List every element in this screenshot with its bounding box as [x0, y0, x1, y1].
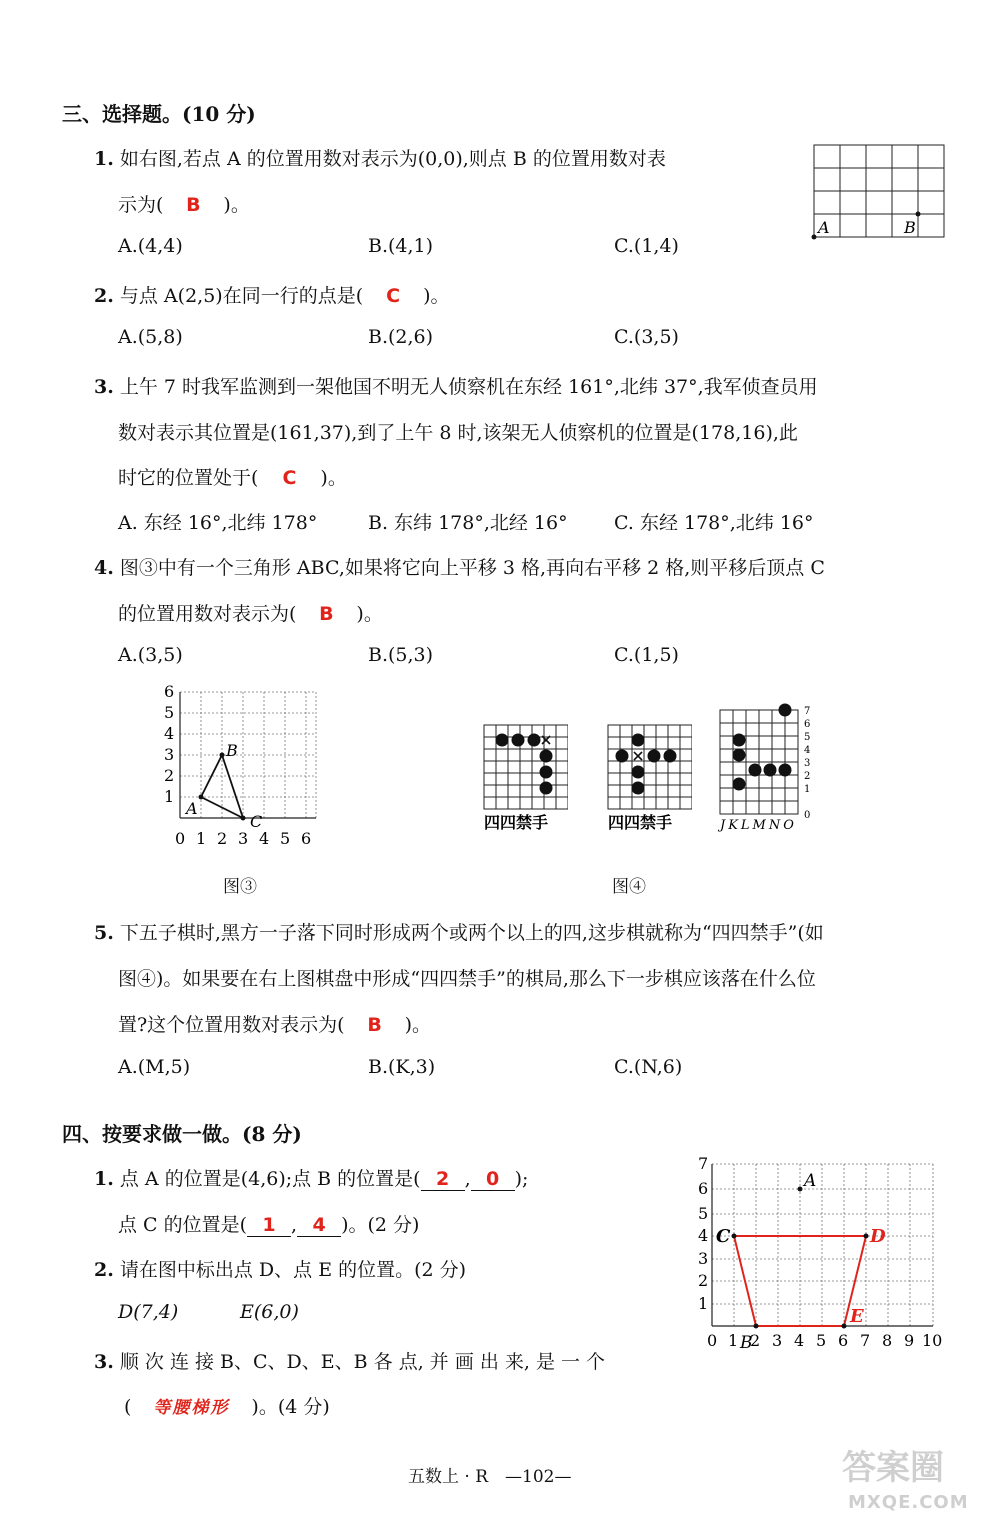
s4-graph-x-tick: 2 — [750, 1331, 761, 1350]
s4-q1-c-x: 1 — [262, 1214, 276, 1236]
q3-option-a: A. 东经 16°,北纬 178° — [118, 512, 318, 534]
fig4-board-3-row-label: 0 — [804, 810, 811, 821]
s4-graph-y-tick: 5 — [698, 1204, 709, 1223]
fig4-board-3-row-label: 3 — [804, 758, 811, 769]
q5-option-c: C.(N,6) — [614, 1056, 683, 1078]
s4-graph-label-b: B — [740, 1333, 753, 1352]
fig3-x-tick: 2 — [217, 829, 228, 848]
watermark-url: MXQE.COM — [848, 1492, 969, 1513]
q3-answer: C — [282, 467, 297, 489]
s4-graph-y-tick: 7 — [698, 1156, 709, 1173]
q4-option-a: A.(3,5) — [118, 644, 183, 666]
q1-line1: 如右图,若点 A 的位置用数对表示为(0,0),则点 B 的位置用数对表 — [119, 148, 666, 170]
q5-option-b: B.(K,3) — [368, 1056, 436, 1078]
fig3-y-tick: 6 — [164, 682, 175, 701]
q3-option-b: B. 东纬 178°,北经 16° — [368, 512, 568, 534]
s4-graph-y-tick: 2 — [698, 1271, 709, 1290]
fig3-label-a: A — [186, 799, 198, 818]
fig3-caption: 图③ — [223, 877, 257, 897]
q5-text-line2: 图④)。如果要在右上图棋盘中形成“四四禁手”的棋局,那么下一步棋应该落在什么位 — [118, 968, 816, 990]
s4-q1-number: 1. — [94, 1168, 114, 1190]
s4-graph-x-tick: 4 — [794, 1331, 805, 1350]
fig3-y-tick: 1 — [164, 787, 175, 806]
fig3-y-tick: 3 — [164, 745, 175, 764]
s4-q3-line1: 3. 顺 次 连 接 B、C、D、E、B 各 点, 并 画 出 来, 是 一 个 — [94, 1351, 606, 1373]
q5-number: 5. — [94, 922, 114, 944]
fig4-board-2-label: 四四禁手 — [608, 813, 673, 832]
s4-q2-point-e: E(6,0) — [240, 1301, 299, 1323]
fig4-board-3-row-label: 7 — [804, 706, 811, 717]
s4-graph-x-tick: 10 — [922, 1331, 943, 1350]
fig3-triangle-grid — [158, 682, 338, 854]
s4-graph-label-a: A — [804, 1171, 817, 1191]
q1-option-a: A.(4,4) — [118, 235, 183, 257]
section4-title: 四、按要求做一做。(8 分) — [62, 1122, 302, 1146]
s4-coordinate-graph — [690, 1156, 952, 1352]
q2-option-b: B.(2,6) — [368, 326, 434, 348]
q1-grid-label-b: B — [904, 218, 916, 237]
q4-option-b: B.(5,3) — [368, 644, 434, 666]
q1-text-line2: 示为( B )。 — [118, 194, 250, 216]
s4-graph-x-tick: 0 — [707, 1331, 718, 1350]
q1-option-b: B.(4,1) — [368, 235, 434, 257]
q5-text-line1: 5. 下五子棋时,黑方一子落下同时形成两个或两个以上的四,这步棋就称为“四四禁手”(如 — [94, 922, 824, 944]
q5-text-line3: 置?这个位置用数对表示为( B )。 — [118, 1014, 432, 1036]
s4-q2-number: 2. — [94, 1259, 114, 1281]
fig3-x-tick: 6 — [301, 829, 312, 848]
fig3-x-tick: 4 — [259, 829, 270, 848]
s4-q2-point-d: D(7,4) — [118, 1301, 179, 1323]
q4-option-c: C.(1,5) — [614, 644, 679, 666]
q3-text-line2: 数对表示其位置是(161,37),到了上午 8 时,该架无人侦察机的位置是(178,16),此 — [118, 422, 798, 444]
fig3-x-tick: 0 — [175, 829, 186, 848]
s4-q3-number: 3. — [94, 1351, 114, 1373]
q2-option-c: C.(3,5) — [614, 326, 679, 348]
q1-option-c: C.(1,4) — [614, 235, 679, 257]
watermark-logo: 答案圈 — [842, 1448, 944, 1488]
s4-graph-x-tick: 9 — [904, 1331, 915, 1350]
q3-text-line3: 时它的位置处于( C )。 — [118, 467, 347, 489]
fig4-board-3-col-labels: JKLMNO — [720, 818, 797, 833]
s4-graph-label-e: E — [850, 1306, 864, 1327]
fig4-board-1-label: 四四禁手 — [484, 813, 549, 832]
fig3-x-tick: 1 — [196, 829, 207, 848]
fig3-x-tick: 3 — [238, 829, 249, 848]
fig4-board-2 — [602, 700, 692, 835]
s4-graph-label-d: D — [870, 1226, 886, 1247]
q5-option-a: A.(M,5) — [118, 1056, 191, 1078]
s4-graph-x-tick: 3 — [772, 1331, 783, 1350]
s4-graph-y-tick: 6 — [698, 1179, 709, 1198]
page-footer: 五数上 · R —102— — [408, 1467, 572, 1487]
fig3-y-tick: 5 — [164, 703, 175, 722]
fig4-board-1 — [478, 700, 568, 835]
q2-text: 2. 与点 A(2,5)在同一行的点是( C )。 — [94, 285, 450, 307]
q1-grid-figure — [808, 140, 953, 245]
fig3-x-tick: 5 — [280, 829, 291, 848]
q1-number: 1. — [94, 148, 114, 170]
section3-title: 三、选择题。(10 分) — [62, 102, 256, 126]
s4-graph-x-tick: 1 — [728, 1331, 739, 1350]
s4-q1-c-y: 4 — [312, 1214, 326, 1236]
s4-graph-x-tick: 8 — [882, 1331, 893, 1350]
fig3-label-c: C — [250, 812, 263, 831]
q5-answer: B — [367, 1014, 382, 1036]
fig3-y-tick: 2 — [164, 766, 175, 785]
q4-text-line2: 的位置用数对表示为( B )。 — [118, 603, 383, 625]
s4-q1-b-x: 2 — [435, 1168, 450, 1190]
s4-graph-x-tick: 7 — [860, 1331, 871, 1350]
s4-graph-x-tick: 5 — [816, 1331, 827, 1350]
s4-graph-y-tick: 1 — [698, 1294, 709, 1313]
q2-number: 2. — [94, 285, 114, 307]
q3-number: 3. — [94, 376, 114, 398]
q1-answer: B — [186, 194, 201, 216]
q4-text-line1: 4. 图③中有一个三角形 ABC,如果将它向上平移 3 格,再向右平移 2 格,则平移后顶点 C — [94, 557, 825, 579]
s4-graph-y-tick: 3 — [698, 1249, 709, 1268]
q3-option-c: C. 东经 178°,北纬 16° — [614, 512, 814, 534]
s4-q3-line2: ( 等腰梯形 )。(4 分) — [124, 1392, 330, 1419]
s4-q1-line2: 点 C 的位置是( 1 , 4 )。(2 分) — [118, 1214, 420, 1236]
s4-q1-line1: 1. 点 A 的位置是(4,6);点 B 的位置是( 2 , 0 ); — [94, 1168, 529, 1190]
fig4-caption: 图④ — [612, 877, 646, 897]
q1-grid-label-a: A — [818, 218, 830, 237]
fig4-board-3-row-label: 2 — [804, 771, 811, 782]
fig4-board-3-row-label: 1 — [804, 784, 811, 795]
fig4-board-3 — [714, 700, 814, 835]
fig4-board-3-row-label: 6 — [804, 719, 811, 730]
fig4-board-3-row-label: 4 — [804, 745, 811, 756]
q4-number: 4. — [94, 557, 114, 579]
s4-q3-answer: 等腰梯形 — [153, 1398, 230, 1418]
fig3-label-b: B — [226, 741, 238, 760]
q4-answer: B — [319, 603, 334, 625]
q1-text-line1 — [94, 144, 666, 171]
s4-q1-b-y: 0 — [486, 1168, 500, 1190]
q3-text-line1: 3. 上午 7 时我军监测到一架他国不明无人侦察机在东经 161°,北纬 37°,我军侦查员用 — [94, 376, 818, 398]
s4-graph-label-c: C — [716, 1226, 731, 1247]
fig3-y-tick: 4 — [164, 724, 175, 743]
s4-graph-y-tick: 4 — [698, 1226, 709, 1245]
s4-graph-x-tick: 6 — [838, 1331, 849, 1350]
s4-q2-text: 2. 请在图中标出点 D、点 E 的位置。(2 分) — [94, 1259, 467, 1281]
q2-option-a: A.(5,8) — [118, 326, 183, 348]
fig4-board-3-row-label: 5 — [804, 732, 811, 743]
q2-answer: C — [386, 285, 401, 307]
